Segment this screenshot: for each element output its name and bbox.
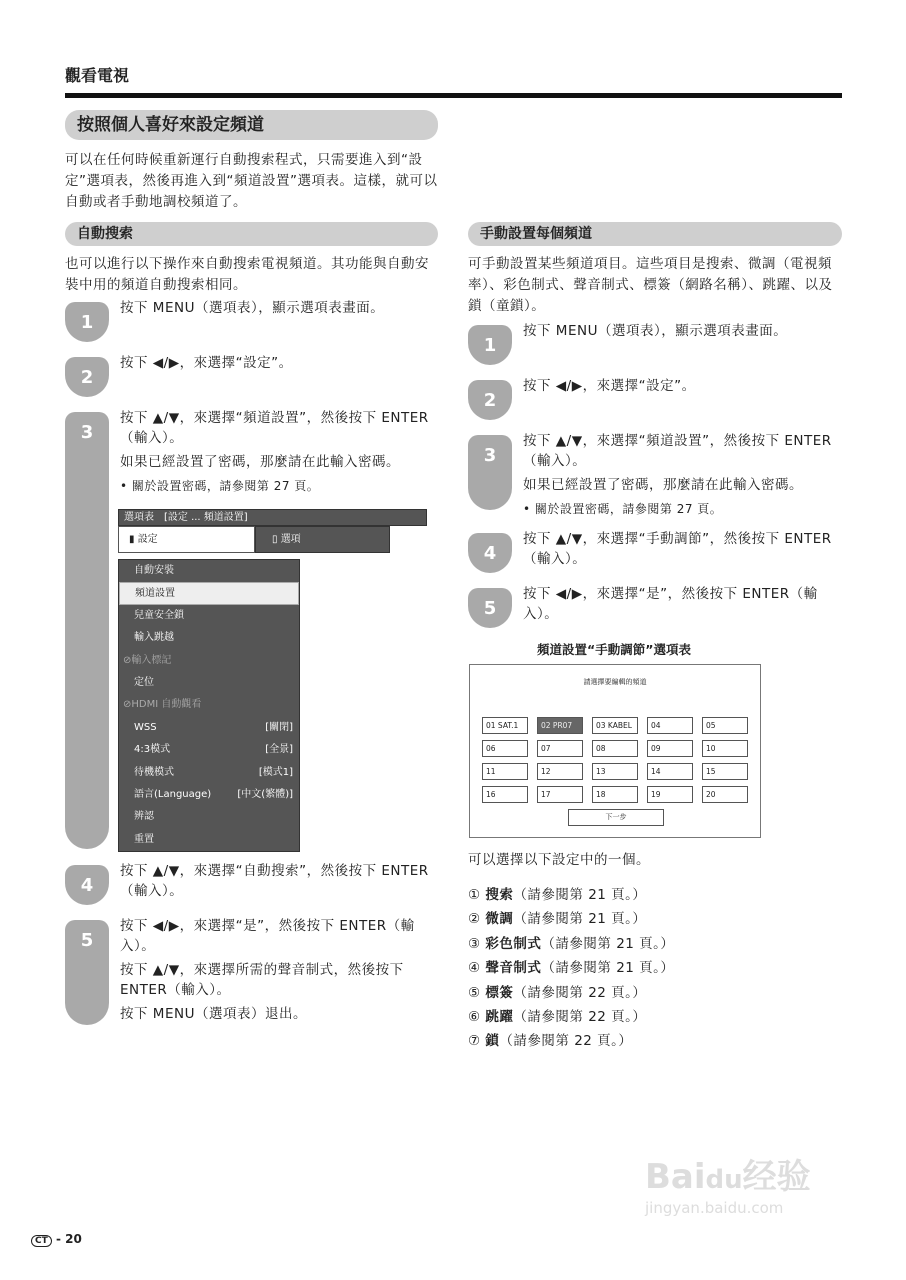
step-line: • 關於設置密碼，請參閱第 27 頁。: [523, 502, 723, 516]
option-ref: （請參閱第 22 頁。）: [513, 1008, 647, 1025]
option-number: ⑤: [468, 984, 481, 1001]
menu-item[interactable]: [119, 717, 299, 739]
menu-item-label: 重置: [134, 833, 154, 845]
step-number: 5: [483, 598, 497, 619]
channel-cell[interactable]: 07: [537, 740, 583, 757]
option-item: [468, 983, 674, 1007]
step-line: 按下 ▲/▼，來選擇“頻道設置”，然後按下 ENTER（輸入）。: [523, 433, 832, 469]
option-name: 標簽: [485, 984, 514, 1001]
step-number-tab: [65, 357, 109, 397]
tab-label: 設定: [137, 534, 158, 545]
step-line: • 關於設置密碼，請參閱第 27 頁。: [120, 479, 320, 493]
step-number: 1: [80, 312, 94, 333]
step-number: 3: [80, 422, 94, 443]
channel-cell[interactable]: 19: [647, 786, 693, 803]
menu-item-label: ⊘HDMI 自動觀看: [123, 699, 202, 711]
option-name: 鎖: [485, 1033, 500, 1050]
page-title: 按照個人喜好來設定頻道: [65, 110, 438, 140]
step-number-tab: [65, 302, 109, 342]
option-item: [468, 1031, 674, 1055]
step-text: [523, 529, 843, 573]
menu-bar: 選項表 [設定 ... 頻道設置]: [118, 509, 427, 526]
menu-item[interactable]: [119, 627, 299, 649]
step-line: 按下 ▲/▼，來選擇“手動調節”，然後按下 ENTER（輸入）。: [523, 531, 832, 567]
step-number: 2: [80, 367, 94, 388]
step-text: [523, 321, 843, 345]
channel-cell[interactable]: 05: [702, 717, 748, 734]
step-text: [120, 353, 438, 377]
page-number: - 20: [55, 1232, 82, 1246]
step-line: 按下 MENU（選項表），顯示選項表畫面。: [523, 323, 788, 339]
option-item: [468, 1007, 674, 1031]
option-ref: （請參閱第 21 頁。）: [513, 887, 647, 903]
step-text: [523, 376, 843, 400]
intro-text: 可以在任何時候重新運行自動搜索程式，只需要進入到“設定”選項表，然後再進入到“頻道設置”選項表。這樣，就可以自動或者手動地調校頻道了。: [65, 152, 438, 210]
step-number-tab: [468, 380, 512, 420]
channel-cell[interactable]: 12: [537, 763, 583, 780]
step-number-tab: [468, 533, 512, 573]
step-line: 按下 ▲/▼，來選擇“頻道設置”，然後按下 ENTER（輸入）。: [120, 410, 429, 446]
step-line: 按下 ◀/▶，來選擇“是”，然後按下 ENTER（輸入）。: [523, 586, 818, 622]
language-badge: CT: [31, 1235, 52, 1247]
step-line: 按下 ◀/▶，來選擇“是”，然後按下 ENTER（輸入）。: [120, 918, 415, 954]
step-number-tab: [468, 588, 512, 628]
step-line: 如果已經設置了密碼，那麼請在此輸入密碼。: [120, 454, 400, 470]
section-header: 觀看電視: [65, 66, 130, 85]
step-number-tab: [468, 325, 512, 365]
choose-text: 可以選擇以下設定中的一個。: [468, 852, 650, 868]
option-name: 微調: [485, 911, 514, 928]
tab-label: 選項: [280, 534, 301, 545]
menu-list: [118, 559, 300, 852]
menu-item[interactable]: [119, 650, 299, 672]
channel-cell[interactable]: 17: [537, 786, 583, 803]
menu-item-label: 辨認: [134, 811, 154, 823]
step-text: [120, 861, 438, 905]
option-item: [468, 909, 674, 933]
menu-item-label: 兒童安全鎖: [134, 609, 184, 621]
next-button[interactable]: 下一步: [568, 809, 664, 826]
channel-cell[interactable]: 15: [702, 763, 748, 780]
option-ref: （請參閱第 21 頁。）: [541, 935, 675, 952]
step-line: 按下 ◀/▶，來選擇“設定”。: [120, 355, 293, 371]
step-number: 4: [80, 875, 94, 896]
menu-item[interactable]: [119, 582, 299, 604]
step-number: 1: [483, 335, 497, 356]
step-number: 3: [483, 445, 497, 466]
auto-search-desc: 也可以進行以下操作來自動搜索電視頻道。其功能與自動安裝中用的頻道自動搜索相同。: [65, 256, 429, 293]
step-number-tab: [65, 920, 109, 1025]
channel-cell[interactable]: 14: [647, 763, 693, 780]
auto-search-heading: 自動搜索: [65, 222, 438, 246]
manual-desc: 可手動設置某些頻道項目。這些項目是搜索、微調（電視頻率）、彩色制式、聲音制式、標簽（網路名稱）、跳躍、以及鎖（童鎖）。: [468, 256, 833, 314]
step-line: 按下 ▲/▼，來選擇所需的聲音制式，然後按下 ENTER（輸入）。: [120, 962, 404, 998]
step-text: [120, 298, 438, 322]
option-number: ⑥: [468, 1008, 481, 1025]
step-text: [120, 408, 438, 500]
menu-tab-options: ▯ 選項: [255, 526, 390, 553]
step-line: 按下 ▲/▼，來選擇“自動搜索”，然後按下 ENTER（輸入）。: [120, 863, 429, 899]
step-line: 按下 MENU（選項表），顯示選項表畫面。: [120, 300, 385, 316]
option-name: 彩色制式: [485, 935, 542, 952]
menu-item-label: WSS: [134, 721, 157, 733]
channel-cell[interactable]: 08: [592, 740, 638, 757]
channel-cell[interactable]: 02 PR07: [537, 717, 583, 734]
menu-item-label: 頻道設置: [135, 588, 175, 600]
option-number: ①: [468, 887, 481, 903]
menu-item[interactable]: [119, 762, 299, 784]
step-number-tab: [65, 865, 109, 905]
step-line: 如果已經設置了密碼，那麼請在此輸入密碼。: [523, 477, 803, 493]
menu-item[interactable]: [119, 784, 299, 806]
step-number-tab: [468, 435, 512, 510]
option-item: [468, 958, 674, 982]
menu-item-value: [關閉]: [265, 721, 293, 733]
menu-item[interactable]: [119, 739, 299, 761]
menu-item-label: 輸入跳越: [134, 632, 174, 644]
menu-item-label: ⊘輸入標記: [123, 654, 172, 666]
menu-item[interactable]: [119, 829, 299, 851]
option-name: 跳躍: [485, 1008, 514, 1025]
options-list: [468, 885, 674, 1056]
watermark: Baidu经验 jingyan.baidu.com: [645, 1157, 811, 1217]
option-number: ⑦: [468, 1033, 481, 1050]
option-ref: （請參閱第 22 頁。）: [513, 984, 647, 1001]
channel-cell[interactable]: 11: [482, 763, 528, 780]
menu-item[interactable]: [119, 605, 299, 627]
menu-tab-setup: ▮ 設定: [118, 526, 255, 553]
menu-item-label: 自動安裝: [134, 565, 174, 576]
option-name: 搜索: [485, 887, 514, 903]
channel-cell[interactable]: 10: [702, 740, 748, 757]
option-item: [468, 885, 674, 909]
option-number: ②: [468, 911, 481, 928]
menu-item[interactable]: [119, 806, 299, 828]
menu-screenshot: [118, 509, 427, 852]
menu-item[interactable]: [119, 560, 299, 582]
menu-item-label: 待機模式: [134, 766, 174, 778]
menu-item-label: 4:3模式: [134, 744, 171, 756]
option-number: ④: [468, 960, 481, 977]
step-line: 按下 MENU（選項表）退出。: [120, 1006, 307, 1022]
figure-title: 頻道設置“手動調節”選項表: [537, 642, 691, 657]
menu-item-label: 語言(Language): [134, 788, 212, 800]
option-ref: （請參閱第 21 頁。）: [513, 911, 647, 928]
step-text: [523, 431, 843, 523]
channel-cell[interactable]: 13: [592, 763, 638, 780]
header-rule: [65, 93, 842, 98]
channel-cell[interactable]: 01 SAT.1: [482, 717, 528, 734]
step-text: [120, 916, 438, 1028]
grid-prompt: 請選擇要編輯的頻道: [583, 678, 647, 686]
menu-item-label: 定位: [134, 676, 154, 688]
menu-item-value: [模式1]: [258, 766, 293, 778]
option-ref: （請參閱第 21 頁。）: [541, 960, 675, 977]
channel-cell[interactable]: 03 KABEL: [592, 717, 638, 734]
step-number: 5: [80, 930, 94, 951]
channel-cell[interactable]: 18: [592, 786, 638, 803]
option-item: [468, 934, 674, 958]
menu-item-value: [全景]: [265, 744, 293, 756]
option-name: 聲音制式: [485, 960, 542, 977]
channel-cell[interactable]: 09: [647, 740, 693, 757]
step-number: 4: [483, 543, 497, 564]
channel-cell[interactable]: 20: [702, 786, 748, 803]
channel-cell[interactable]: 16: [482, 786, 528, 803]
menu-item-value: [中文(繁體)]: [237, 788, 293, 800]
step-number-tab: [65, 412, 109, 849]
menu-item[interactable]: [119, 672, 299, 694]
channel-grid: [469, 664, 761, 838]
step-number: 2: [483, 390, 497, 411]
option-ref: （請參閱第 22 頁。）: [499, 1033, 633, 1050]
channel-cell[interactable]: 04: [647, 717, 693, 734]
step-text: [523, 584, 843, 628]
menu-item[interactable]: [119, 694, 299, 716]
step-line: 按下 ◀/▶，來選擇“設定”。: [523, 378, 696, 394]
option-number: ③: [468, 935, 481, 952]
page-footer: [31, 1232, 82, 1246]
manual-heading: 手動設置每個頻道: [468, 222, 842, 246]
channel-cell[interactable]: 06: [482, 740, 528, 757]
